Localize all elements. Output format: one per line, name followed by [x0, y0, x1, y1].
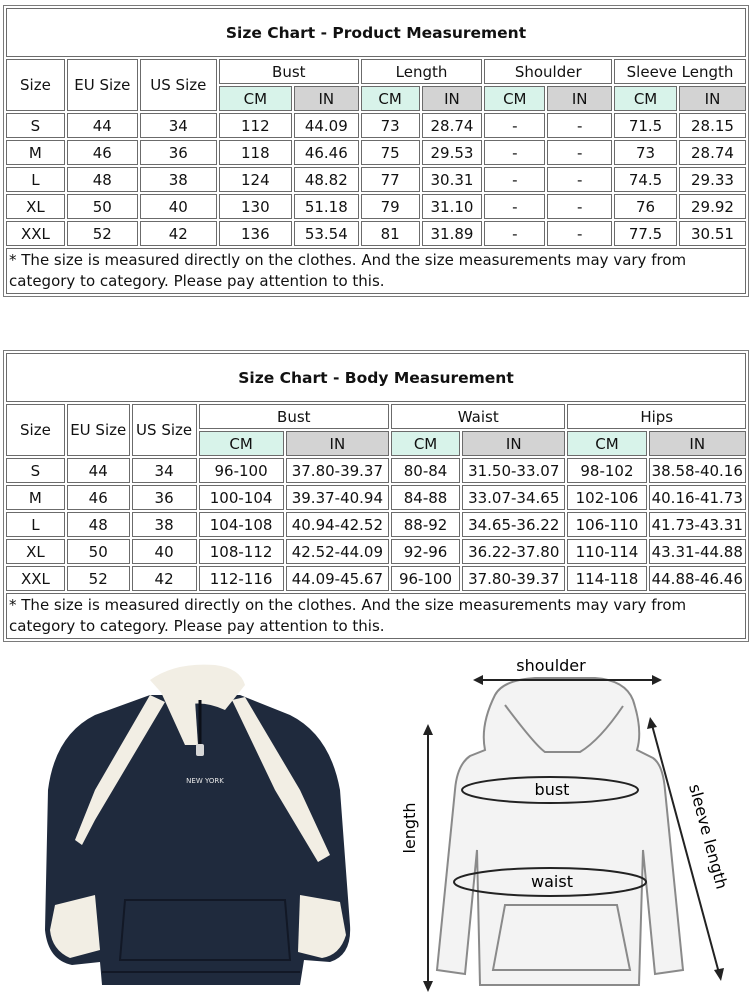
- cell-size: L: [6, 512, 65, 537]
- size-header: Size: [6, 59, 65, 111]
- measurement-note: * The size is measured directly on the clothes. And the size measurements may vary from category to category. Please pay attention to this.: [6, 248, 746, 294]
- unit-in: IN: [462, 431, 565, 456]
- cell-sleeve-cm: 71.5: [614, 113, 677, 138]
- cell-us: 40: [132, 539, 197, 564]
- cell-shoulder-in: -: [547, 140, 612, 165]
- cell-sleeve-cm: 74.5: [614, 167, 677, 192]
- cell-length-in: 30.31: [422, 167, 483, 192]
- product-size-table: [4, 6, 748, 296]
- cell-size: XL: [6, 539, 65, 564]
- cell-hips-cm: 102-106: [567, 485, 646, 510]
- chart-title: Size Chart - Product Measurement: [6, 8, 746, 57]
- cell-waist-cm: 84-88: [391, 485, 460, 510]
- unit-cm: CM: [614, 86, 677, 111]
- chart-title: Size Chart - Body Measurement: [6, 353, 746, 402]
- product-measurement-chart: [3, 5, 749, 297]
- unit-cm: CM: [567, 431, 646, 456]
- cell-eu: 44: [67, 113, 138, 138]
- bust-label: bust: [534, 780, 570, 799]
- unit-in: IN: [286, 431, 389, 456]
- sleeve-length-label: sleeve length: [685, 782, 732, 892]
- waist-header: Waist: [391, 404, 565, 429]
- unit-cm: CM: [199, 431, 284, 456]
- cell-waist-in: 34.65-36.22: [462, 512, 565, 537]
- cell-bust-in: 48.82: [294, 167, 359, 192]
- table-row: [6, 113, 746, 138]
- table-row: [6, 140, 746, 165]
- hips-header: Hips: [567, 404, 746, 429]
- cell-size: XXL: [6, 221, 65, 246]
- hoodie-diagram: [385, 640, 750, 1000]
- cell-waist-in: 33.07-34.65: [462, 485, 565, 510]
- cell-bust-cm: 136: [219, 221, 292, 246]
- length-arrowhead-bottom: [423, 981, 433, 992]
- cell-hips-cm: 106-110: [567, 512, 646, 537]
- cell-waist-cm: 96-100: [391, 566, 460, 591]
- cell-shoulder-cm: -: [484, 221, 545, 246]
- shoulder-arrowhead-left: [473, 675, 483, 685]
- cell-bust-in: 51.18: [294, 194, 359, 219]
- cell-us: 40: [140, 194, 217, 219]
- sweatshirt-illustration: [0, 640, 360, 1000]
- cell-shoulder-in: -: [547, 194, 612, 219]
- sleeve-arrowhead-top: [647, 717, 657, 729]
- cell-shoulder-cm: -: [484, 194, 545, 219]
- cell-bust-in: 40.94-42.52: [286, 512, 389, 537]
- cell-length-in: 31.10: [422, 194, 483, 219]
- cell-bust-in: 39.37-40.94: [286, 485, 389, 510]
- cell-eu: 44: [67, 458, 130, 483]
- zipper-pull: [196, 744, 204, 756]
- cell-bust-in: 44.09-45.67: [286, 566, 389, 591]
- cell-sleeve-in: 29.92: [679, 194, 746, 219]
- cell-bust-cm: 108-112: [199, 539, 284, 564]
- cell-size: L: [6, 167, 65, 192]
- unit-in: IN: [547, 86, 612, 111]
- cell-eu: 50: [67, 539, 130, 564]
- cell-bust-cm: 112-116: [199, 566, 284, 591]
- cell-size: M: [6, 485, 65, 510]
- cell-length-in: 29.53: [422, 140, 483, 165]
- cell-bust-cm: 124: [219, 167, 292, 192]
- length-header: Length: [361, 59, 483, 84]
- eu-size-header: EU Size: [67, 59, 138, 111]
- cell-bust-cm: 100-104: [199, 485, 284, 510]
- cell-shoulder-in: -: [547, 167, 612, 192]
- shoulder-header: Shoulder: [484, 59, 612, 84]
- bust-header: Bust: [219, 59, 359, 84]
- cell-size: XXL: [6, 566, 65, 591]
- length-label: length: [400, 802, 419, 854]
- unit-in: IN: [422, 86, 483, 111]
- measurement-note: * The size is measured directly on the clothes. And the size measurements may vary from category to category. Please pay attention to this.: [6, 593, 746, 639]
- cell-us: 38: [132, 512, 197, 537]
- cell-length-in: 28.74: [422, 113, 483, 138]
- eu-size-header: EU Size: [67, 404, 130, 456]
- cell-bust-cm: 96-100: [199, 458, 284, 483]
- cell-length-cm: 77: [361, 167, 420, 192]
- unit-in: IN: [649, 431, 747, 456]
- us-size-header: US Size: [140, 59, 217, 111]
- cell-sleeve-cm: 76: [614, 194, 677, 219]
- cell-eu: 48: [67, 167, 138, 192]
- unit-in: IN: [294, 86, 359, 111]
- cell-us: 36: [140, 140, 217, 165]
- cell-sleeve-cm: 73: [614, 140, 677, 165]
- table-row: [6, 566, 746, 591]
- cell-us: 34: [132, 458, 197, 483]
- unit-cm: CM: [484, 86, 545, 111]
- table-row: [6, 221, 746, 246]
- left-cuff-panel: [50, 895, 100, 958]
- cell-shoulder-cm: -: [484, 113, 545, 138]
- cell-us: 36: [132, 485, 197, 510]
- cell-length-cm: 79: [361, 194, 420, 219]
- cell-bust-in: 46.46: [294, 140, 359, 165]
- body-size-table: [4, 351, 748, 641]
- cell-waist-cm: 88-92: [391, 512, 460, 537]
- cell-waist-in: 31.50-33.07: [462, 458, 565, 483]
- size-header: Size: [6, 404, 65, 456]
- sleeve-arrowhead-bottom: [714, 968, 724, 981]
- cell-length-cm: 81: [361, 221, 420, 246]
- unit-cm: CM: [219, 86, 292, 111]
- cell-sleeve-in: 29.33: [679, 167, 746, 192]
- cell-bust-in: 37.80-39.37: [286, 458, 389, 483]
- cell-hips-cm: 110-114: [567, 539, 646, 564]
- cell-sleeve-cm: 77.5: [614, 221, 677, 246]
- cell-shoulder-in: -: [547, 113, 612, 138]
- cell-waist-in: 37.80-39.37: [462, 566, 565, 591]
- cell-waist-cm: 80-84: [391, 458, 460, 483]
- product-photo: [0, 640, 360, 1000]
- table-row: [6, 512, 746, 537]
- waist-label: waist: [531, 872, 573, 891]
- table-row: [6, 485, 746, 510]
- cell-eu: 48: [67, 512, 130, 537]
- cell-shoulder-cm: -: [484, 140, 545, 165]
- cell-hips-in: 38.58-40.16: [649, 458, 747, 483]
- unit-cm: CM: [391, 431, 460, 456]
- cell-sleeve-in: 28.74: [679, 140, 746, 165]
- cell-hips-cm: 98-102: [567, 458, 646, 483]
- cell-eu: 46: [67, 485, 130, 510]
- table-row: [6, 539, 746, 564]
- cell-shoulder-cm: -: [484, 167, 545, 192]
- cell-hips-in: 41.73-43.31: [649, 512, 747, 537]
- body-measurement-chart: [3, 350, 749, 642]
- cell-bust-cm: 118: [219, 140, 292, 165]
- bust-header: Bust: [199, 404, 390, 429]
- cell-us: 42: [140, 221, 217, 246]
- chest-print: NEW YORK: [186, 777, 224, 785]
- table-row: [6, 458, 746, 483]
- cell-size: XL: [6, 194, 65, 219]
- cell-us: 38: [140, 167, 217, 192]
- cell-bust-in: 42.52-44.09: [286, 539, 389, 564]
- table-row: [6, 194, 746, 219]
- hoodie-outline: [437, 678, 683, 985]
- cell-hips-in: 43.31-44.88: [649, 539, 747, 564]
- us-size-header: US Size: [132, 404, 197, 456]
- cell-waist-in: 36.22-37.80: [462, 539, 565, 564]
- right-cuff-panel: [298, 895, 346, 958]
- cell-eu: 52: [67, 566, 130, 591]
- cell-us: 34: [140, 113, 217, 138]
- cell-bust-in: 53.54: [294, 221, 359, 246]
- cell-length-cm: 73: [361, 113, 420, 138]
- shoulder-arrowhead-right: [652, 675, 662, 685]
- cell-bust-cm: 130: [219, 194, 292, 219]
- length-arrowhead-top: [423, 724, 433, 735]
- cell-bust-cm: 112: [219, 113, 292, 138]
- cell-eu: 52: [67, 221, 138, 246]
- table-row: [6, 167, 746, 192]
- cell-hips-in: 40.16-41.73: [649, 485, 747, 510]
- cell-size: S: [6, 113, 65, 138]
- cell-waist-cm: 92-96: [391, 539, 460, 564]
- cell-hips-in: 44.88-46.46: [649, 566, 747, 591]
- sleeve-length-header: Sleeve Length: [614, 59, 746, 84]
- cell-bust-in: 44.09: [294, 113, 359, 138]
- cell-size: S: [6, 458, 65, 483]
- unit-cm: CM: [361, 86, 420, 111]
- cell-sleeve-in: 28.15: [679, 113, 746, 138]
- cell-sleeve-in: 30.51: [679, 221, 746, 246]
- cell-eu: 46: [67, 140, 138, 165]
- cell-size: M: [6, 140, 65, 165]
- cell-length-cm: 75: [361, 140, 420, 165]
- unit-in: IN: [679, 86, 746, 111]
- cell-bust-cm: 104-108: [199, 512, 284, 537]
- cell-length-in: 31.89: [422, 221, 483, 246]
- measurement-diagram: [385, 640, 750, 1000]
- cell-us: 42: [132, 566, 197, 591]
- shoulder-label: shoulder: [516, 656, 586, 675]
- cell-hips-cm: 114-118: [567, 566, 646, 591]
- cell-shoulder-in: -: [547, 221, 612, 246]
- cell-eu: 50: [67, 194, 138, 219]
